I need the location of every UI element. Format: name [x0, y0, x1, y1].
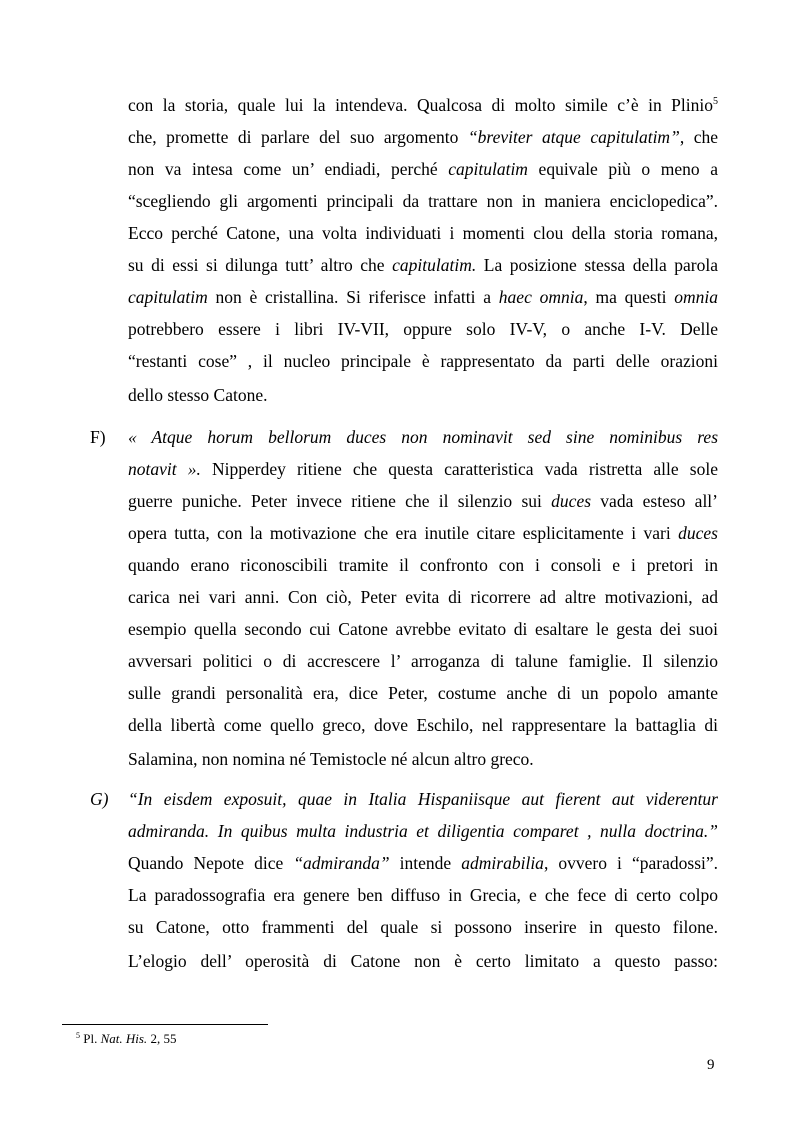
body-line — [128, 748, 718, 770]
latin-quote: notavit ». — [128, 459, 201, 479]
text-run: della libertà come quello greco, dove Eschilo, nel rappresentare la battaglia di — [128, 715, 718, 735]
body-line — [128, 950, 718, 972]
text-run: quando erano riconoscibili tramite il confronto con i consoli e i pretori in — [128, 555, 718, 575]
text-run: Quando Nepote dice — [128, 853, 294, 873]
text-run: 2, 55 — [147, 1031, 177, 1046]
text-run: su Catone, otto frammenti del quale si possono inserire in questo filone. — [128, 917, 718, 937]
latin-quote: “breviter atque capitulatim” — [467, 127, 680, 147]
body-line — [128, 788, 718, 810]
text-run: , che — [679, 127, 718, 147]
body-line — [128, 820, 718, 842]
body-line — [128, 254, 718, 276]
paragraph-label: F) — [90, 427, 106, 447]
text-run: , ovvero i “paradossi”. — [543, 853, 719, 873]
text-run: vada esteso all’ — [591, 491, 718, 511]
text-run: sulle grandi personalità era, dice Peter, costume anche di un popolo amante — [128, 683, 718, 703]
page-number: 9 — [707, 1057, 715, 1073]
text-run: non è cristallina. Si riferisce infatti a — [207, 287, 499, 307]
body-line — [128, 426, 718, 448]
latin-term: duces — [551, 491, 592, 511]
text-run: Pl. — [80, 1031, 101, 1046]
body-line — [128, 286, 718, 308]
footnote-divider — [62, 1024, 268, 1025]
latin-term: omnia — [674, 287, 718, 307]
body-line — [128, 650, 718, 672]
text-run: , ma questi — [583, 287, 675, 307]
text-run: carica nei vari anni. Con ciò, Peter evita di ricorrere ad altre motivazioni, ad — [128, 587, 718, 607]
text-run: “restanti cose” , il nucleo principale è rappresentato da parti delle orazioni — [128, 351, 718, 371]
citation-title: Nat. His. — [100, 1031, 148, 1046]
text-run: guerre puniche. Peter invece ritiene che il silenzio sui — [128, 491, 552, 511]
footnote-ref[interactable]: 5 — [713, 96, 718, 107]
body-line — [128, 554, 718, 576]
body-line — [128, 350, 718, 372]
body-line — [128, 586, 718, 608]
body-line — [128, 490, 718, 512]
body-line — [128, 682, 718, 704]
text-run: che, promette di parlare del suo argomento — [128, 127, 468, 147]
body-line — [128, 384, 718, 406]
text-run: Nipperdey ritiene che questa caratteristica vada ristretta alle sole — [200, 459, 718, 479]
paragraph-label: G) — [90, 789, 109, 809]
footnote — [76, 1031, 176, 1047]
text-run: intende — [389, 853, 462, 873]
body-line — [128, 222, 718, 244]
latin-term: capitulatim. — [392, 255, 477, 275]
text-run: Salamina, non nomina né Temistocle né alcun altro greco. — [128, 749, 534, 769]
text-run: “scegliendo gli argomenti principali da trattare non in maniera enciclopedica”. — [128, 191, 718, 211]
text-run: su di essi si dilunga tutt’ altro che — [128, 255, 393, 275]
body-line — [128, 522, 718, 544]
latin-term: haec omnia — [498, 287, 584, 307]
text-run: dello stesso Catone. — [128, 385, 268, 405]
text-run: opera tutta, con la motivazione che era inutile citare esplicitamente i vari — [128, 523, 679, 543]
body-line — [128, 458, 718, 480]
text-run: con la storia, quale lui la intendeva. Qualcosa di molto simile c’è in Plinio — [128, 95, 713, 115]
latin-term: capitulatim — [448, 159, 528, 179]
text-run: La posizione stessa della parola — [476, 255, 718, 275]
body-line — [128, 916, 718, 938]
body-line — [128, 158, 718, 180]
text-run: equivale più o meno a — [527, 159, 718, 179]
latin-term: admirabilia — [461, 853, 544, 873]
text-run: L’elogio dell’ operosità di Catone non è certo limitato a questo passo: — [128, 951, 718, 971]
body-line — [128, 852, 718, 874]
latin-term: “admiranda” — [293, 853, 390, 873]
body-line — [128, 126, 718, 148]
text-run: La paradossografia era genere ben diffuso in Grecia, e che fece di certo colpo — [128, 885, 718, 905]
body-line — [128, 618, 718, 640]
text-run: esempio quella secondo cui Catone avrebbe evitato di esaltare le gesta dei suoi — [128, 619, 718, 639]
text-run: non va intesa come un’ endiadi, perché — [128, 159, 449, 179]
body-line — [128, 190, 718, 212]
text-run: avversari politici o di accrescere l’ arroganza di talune famiglie. Il silenzio — [128, 651, 718, 671]
text-run: potrebbero essere i libri IV-VII, oppure solo IV-V, o anche I-V. Delle — [128, 319, 718, 339]
latin-quote: admiranda. In quibus multa industria et diligentia comparet , nulla doctrina.” — [128, 821, 718, 841]
footnote-number: 5 — [76, 1031, 80, 1040]
body-line — [128, 714, 718, 736]
body-line — [128, 94, 718, 116]
text-run: Ecco perché Catone, una volta individuati i momenti clou della storia romana, — [128, 223, 718, 243]
latin-term: capitulatim — [128, 287, 208, 307]
body-line — [128, 318, 718, 340]
latin-quote: « Atque horum bellorum duces non nominavit sed sine nominibus res — [128, 427, 718, 447]
body-line — [128, 884, 718, 906]
latin-term: duces — [678, 523, 718, 543]
latin-quote: “In eisdem exposuit, quae in Italia Hispaniisque aut fierent aut viderentur — [128, 789, 718, 809]
